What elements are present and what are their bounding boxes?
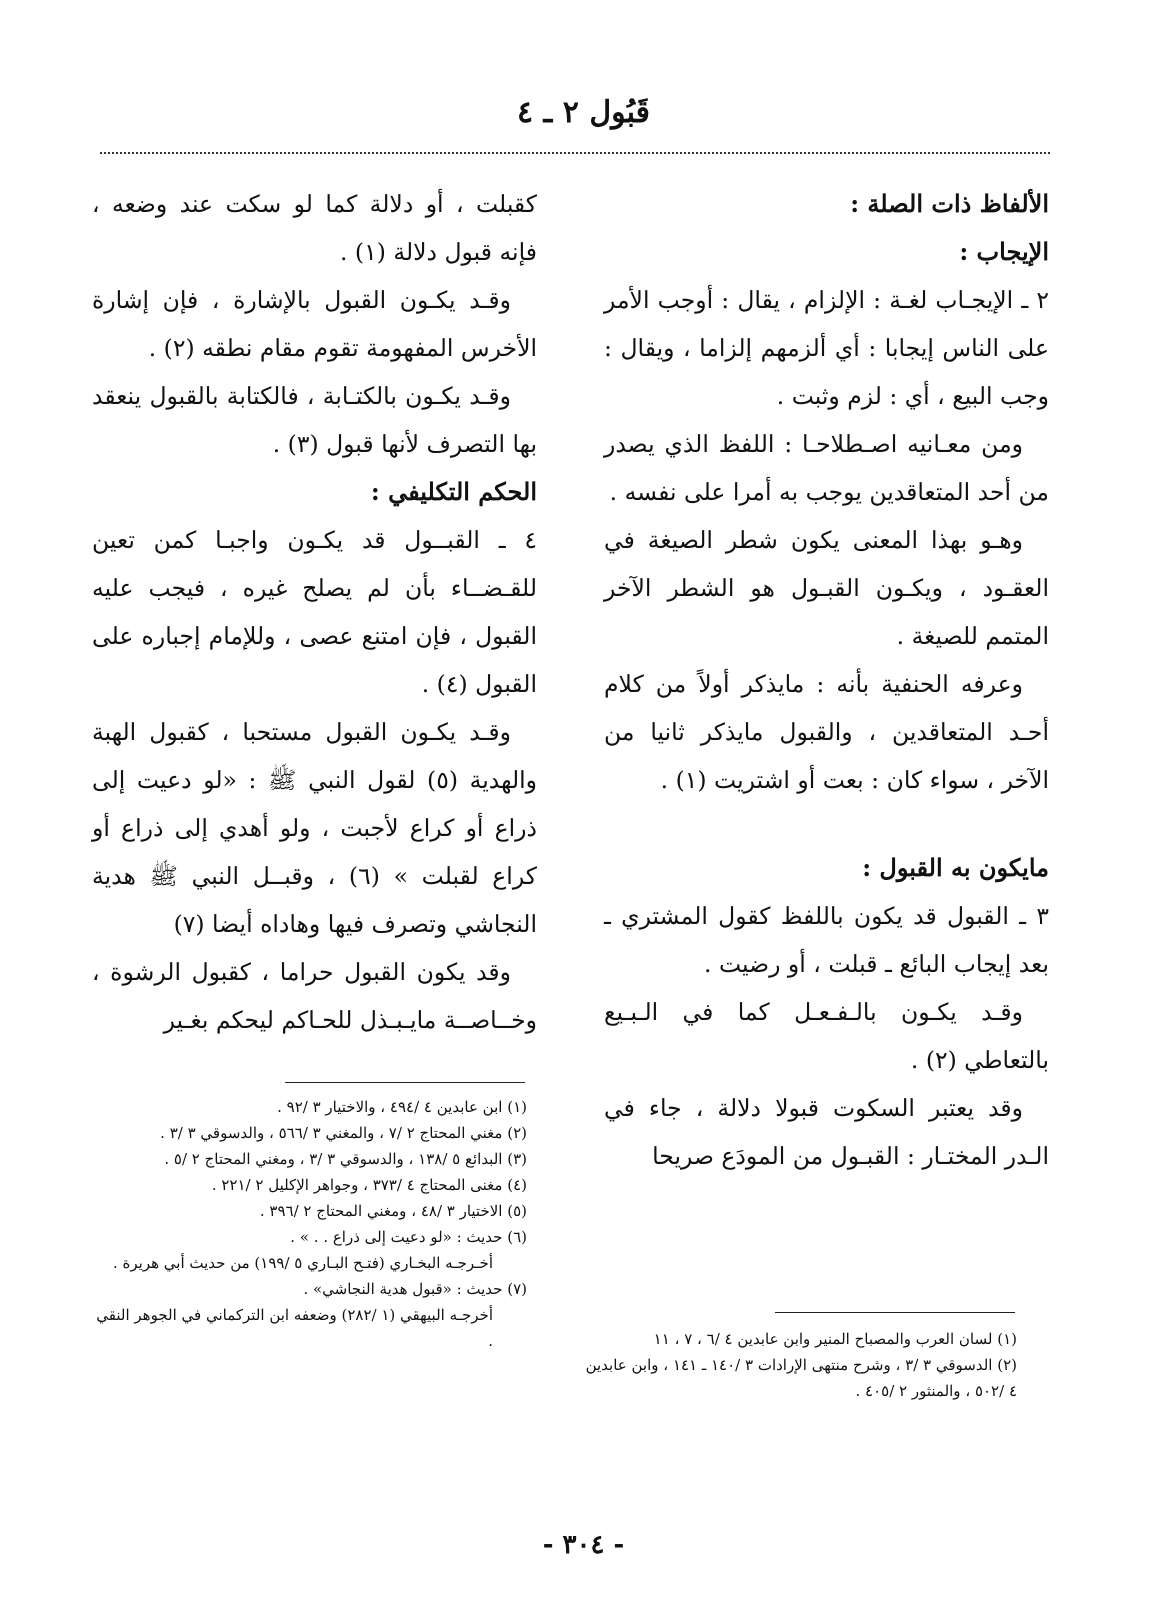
footnotes-right [577, 1326, 1017, 1404]
footnote: (١) لسان العرب والمصباح المنير وابن عابدين ٤ /٦ ، ٧ ، ١١ [653, 1330, 1017, 1348]
right-column [604, 180, 1049, 1180]
heading-how-acceptance: مايكون به القبول : [862, 853, 1049, 882]
paragraph: وقـد يكـون بالكتـابة ، فالكتابة بالقبول ينعقد بها التصرف لأنها قبول (٣) . [92, 382, 537, 458]
footnote-continuation: أخرجـه البيهقي (١ /٢٨٢) وضعفه ابن التركماني في الجوهر النقي . [96, 1306, 493, 1350]
footnotes-left [87, 1094, 527, 1354]
paragraph: ٢ ـ الإيجـاب لغـة : الإلزام ، يقال : أوجب الأمر على الناس إيجابا : أي ألزمهم إلزاما ، ويقال : وجب البيع ، أي : لزم وثبت . [604, 286, 1049, 410]
footnote: (٧) حديث : «قبول هدية النجاشي» . [303, 1280, 527, 1298]
footnote-divider-right [775, 1312, 1015, 1313]
footnote: (٤) مغنى المحتاج ٤ /٣٧٣ ، وجواهر الإكليل ٢ /٢٢١ . [211, 1176, 527, 1194]
paragraph: ومن معـانيه اصـطلاحـا : اللفظ الذي يصدر من أحد المتعاقدين يوجب به أمرا على نفسه . [604, 430, 1049, 506]
left-column [92, 180, 537, 1044]
paragraph: وعرفه الحنفية بأنه : مايذكر أولاً من كلام أحـد المتعاقدين ، والقبول مايذكر ثانيا من الآخر ، سواء كان : بعت أو اشتريت (١) . [604, 670, 1049, 794]
footnote: (٢) مغني المحتاج ٢ /٧ ، والمغني ٣ /٥٦٦ ، والدسوقي ٣ /٣ . [160, 1124, 527, 1142]
paragraph: وقـد يكـون بالـفـعـل كما في الـبـيع بالتعاطي (٢) . [604, 998, 1049, 1074]
footnote: (١) ابن عابدين ٤ /٤٩٤ ، والاختيار ٣ /٩٢ . [277, 1098, 527, 1116]
heading-related-terms: الألفاظ ذات الصلة : [850, 189, 1049, 218]
footnote-divider-left [285, 1082, 525, 1083]
footnote: (٥) الاختيار ٣ /٤٨ ، ومغني المحتاج ٢ /٣٩٦ . [259, 1202, 527, 1220]
footnote: (٢) الدسوقي ٣ /٣ ، وشرح منتهى الإرادات ٣ /١٤٠ ـ ١٤١ ، وابن عابدين ٤ /٥٠٢ ، والمنثور ٢ /٤٠٥ . [585, 1356, 1017, 1400]
paragraph: وهـو بهذا المعنى يكون شطر الصيغة في العقـود ، ويكـون القبـول هو الشطر الآخر المتمم للصيغة . [604, 526, 1049, 650]
heading-hukm: الحكم التكليفي : [370, 477, 537, 506]
footnote: (٦) حديث : «لو دعيت إلى ذراع . . » . [290, 1228, 527, 1246]
paragraph: وقـد يكـون القبول مستحبا ، كقبول الهبة والهدية (٥) لقول النبي ﷺ : «لو دعيت إلى ذراع أو كراع لأجبت ، ولو أهدي إلى ذراع أو كراع لقبلت » (٦) ، وقبــل النبي ﷺ هدية النجاشي وتصرف فيها وهاداه أيضا (٧) [92, 718, 538, 938]
footnote-continuation: أخـرجـه البخـاري (فتـح البـاري ٥ /١٩٩) من حديث أبي هريرة . [112, 1254, 493, 1272]
paragraph: ٣ ـ القبول قد يكون باللفظ كقول المشتري ـ بعد إيجاب البائع ـ قبلت ، أو رضيت . [604, 902, 1049, 978]
paragraph: وقد يكون القبول حراما ، كقبول الرشوة ، وخــاصــة مايـبـذل للحـاكم ليحكم بغـير [92, 958, 537, 1034]
paragraph: وقد يعتبر السكوت قبولا دلالة ، جاء في الـدر المختـار : القبـول من المودَع صريحا [604, 1094, 1049, 1170]
header-divider [100, 152, 1050, 154]
page-header-title: قَبُول ٢ ـ ٤ [516, 95, 651, 130]
page-number: - ٣٠٤ - [542, 1530, 625, 1560]
paragraph: ٤ ـ القبــول قد يكـون واجبـا كمن تعين للقـضــاء بأن لم يصلح غيره ، فيجب عليه القبول ، فإن امتنع عصى ، وللإمام إجباره على القبول (٤) . [92, 526, 537, 698]
heading-ijab: الإيجاب : [959, 237, 1049, 266]
footnote: (٣) البدائع ٥ /١٣٨ ، والدسوقي ٣ /٣ ، ومغني المحتاج ٢ /٥ . [164, 1150, 527, 1168]
paragraph: كقبلت ، أو دلالة كما لو سكت عند وضعه ، فإنه قبول دلالة (١) . [92, 190, 537, 266]
paragraph: وقـد يكـون القبول بالإشارة ، فإن إشارة الأخرس المفهومة تقوم مقام نطقه (٢) . [92, 286, 537, 362]
